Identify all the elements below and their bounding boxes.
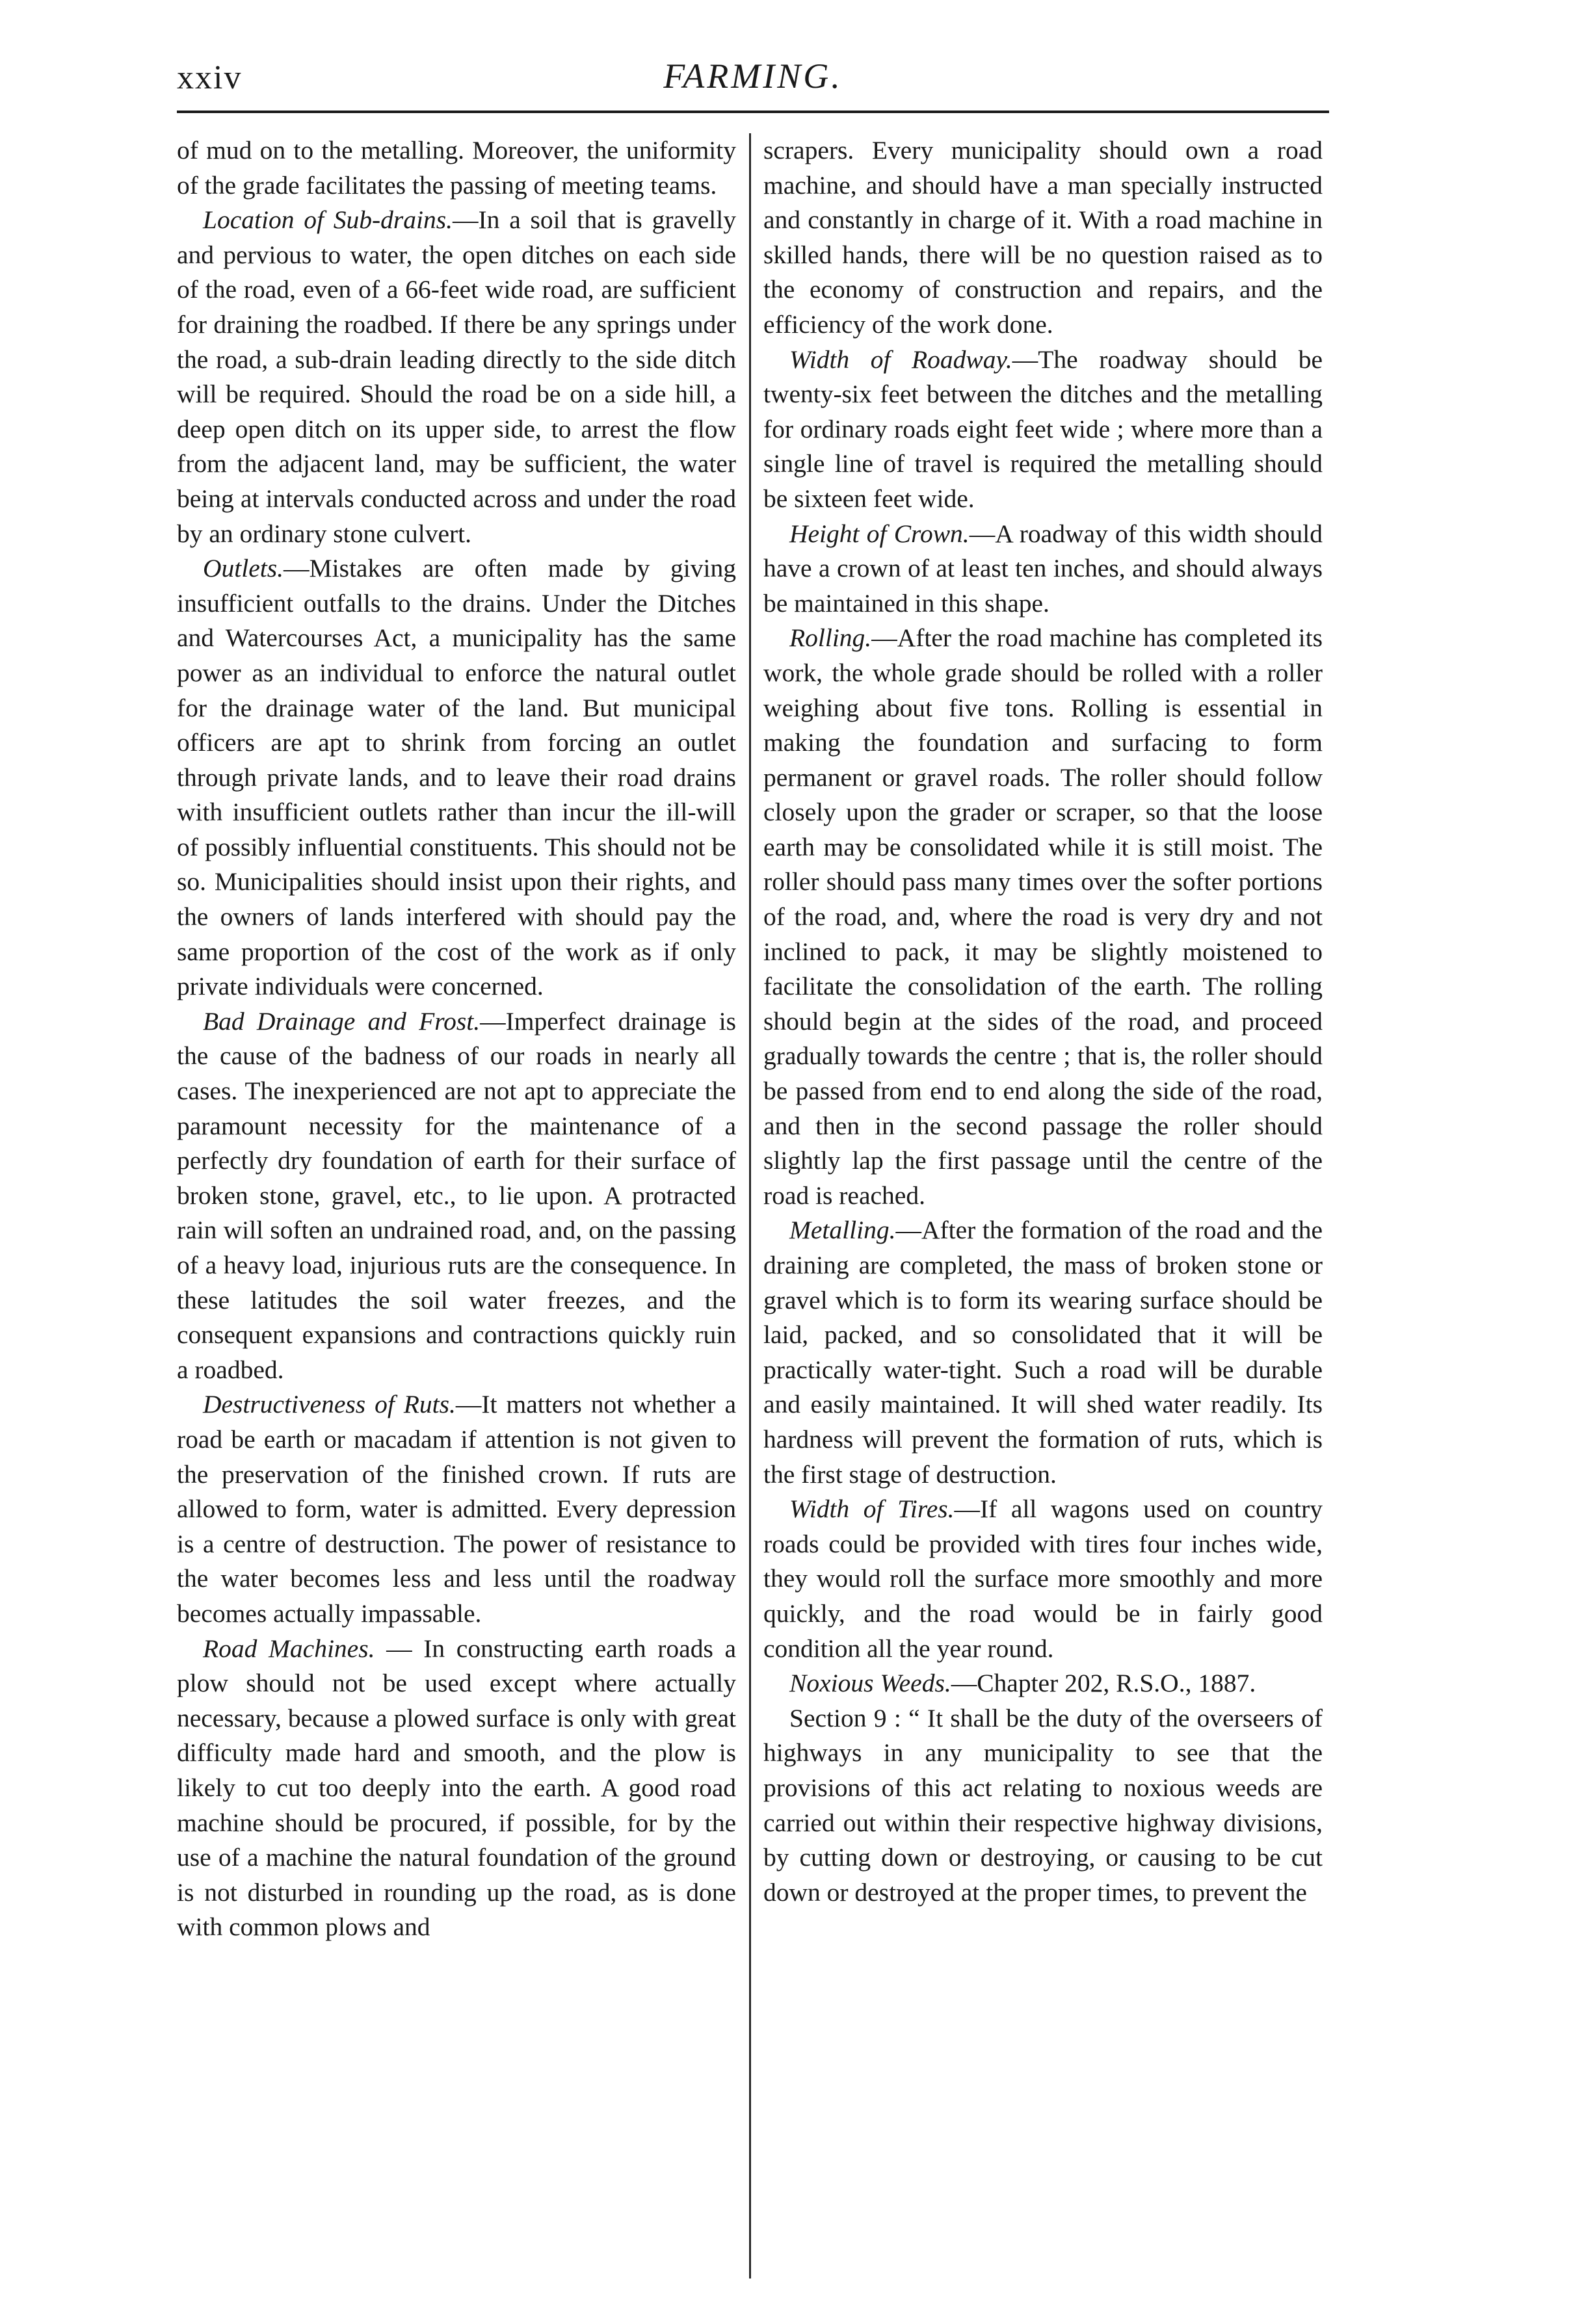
- paragraph-text: —Chapter 202, R.S.O., 1887.: [951, 1669, 1256, 1698]
- left-column: [177, 133, 736, 2278]
- paragraph-text: —After the formation of the road and the draining are completed, the mass of broken stone or gravel which is to form its wearing surface should be laid, packed, and so consolidated that it will be practically water-tight. Such a road will be durable and easily maintained. It will shed water readily. Its hardness will prevent the formation of ruts, which is the first stage of destruction.: [763, 1216, 1323, 1489]
- paragraph: [177, 1387, 736, 1631]
- section-heading: Bad Drainage and Frost.: [203, 1006, 481, 1036]
- section-heading: Metalling.: [789, 1216, 896, 1245]
- paragraph-text: — In constructing earth roads a plow should not be used except where actually necessary, because a plowed surface is only with great difficulty made hard and smooth, and the plow is likely to cut too deeply into the earth. A good road machine should be procured, if possible, for by the use of a machine the natural foundation of the ground is not disturbed in rounding up the road, as is done with common plows and: [177, 1634, 736, 1942]
- paragraph-text: —Imperfect drainage is the cause of the badness of our roads in nearly all cases. The inexperienced are not apt to appreciate the paramount necessity for the maintenance of a perfectly dry foundation of earth for their surface of broken stone, gravel, etc., to lie upon. A protracted rain will soften an undrained road, and, on the passing of a heavy load, injurious ruts are the consequence. In these latitudes the soil water freezes, and the consequent expansions and contractions quickly ruin a roadbed.: [177, 1006, 737, 1384]
- paragraph: [763, 1492, 1323, 1666]
- paragraph-text: —After the road machine has completed its work, the whole grade should be rolled with a roller weighing about five tons. Rolling is essential in making the foundation and surfacing to form permanent or gravel roads. The roller should follow closely upon the grader or scraper, so that the loose earth may be consolidated while it is still moist. The roller should pass many times over the softer portions of the road, and, where the road is very dry and not inclined to pack, it may be slightly moistened to facilitate the consolidation of the earth. The rolling should begin at the sides of the road, and proceed gradually towards the centre ; that is, the roller should be passed from end to end along the side of the road, and then in the second passage the roller should slightly lap the first passage until the centre of the road is reached.: [763, 623, 1323, 1210]
- paragraph: [763, 621, 1323, 1213]
- paragraph-text: —Mistakes are often made by giving insufficient outfalls to the drains. Under the Ditches and Watercourses Act, a municipality has the same power as an individual to enforce the natural outlet for the drainage water of the land. But municipal officers are apt to shrink from forcing an outlet through private lands, and to leave their road drains with insufficient outlets rather than incur the ill-will of possibly influential constituents. This should not be so. Municipalities should insist upon their rights, and the owners of lands interfered with should pay the same proportion of the cost of the work as if only private individuals were concerned.: [177, 554, 736, 1001]
- paragraph: [763, 1701, 1323, 1911]
- column-divider: [749, 133, 751, 2278]
- section-heading: Location of Sub-drains.: [203, 205, 453, 235]
- right-column: [763, 133, 1323, 2278]
- section-heading: Noxious Weeds.: [789, 1669, 951, 1698]
- paragraph: [763, 343, 1323, 517]
- paragraph-text: —It matters not whether a road be earth or macadam if attention is not given to the preservation of the finished crown. If ruts are allowed to form, water is admitted. Every depression is a centre of destruction. The power of resistance to the water becomes less and less until the roadway becomes actually impassable.: [177, 1390, 736, 1628]
- section-heading: Road Machines.: [203, 1634, 375, 1663]
- section-heading: Rolling.: [789, 623, 872, 653]
- paragraph: [177, 1632, 736, 1945]
- paragraph: [763, 1213, 1323, 1492]
- paragraph-text: —A roadway of this width should have a crown of at least ten inches, and should always be maintained in this shape.: [763, 519, 1323, 618]
- page-header: [177, 52, 1329, 117]
- paragraph: [763, 1666, 1323, 1701]
- running-head: FARMING.: [663, 57, 843, 96]
- paragraph: [177, 133, 736, 203]
- paragraph-text: —If all wagons used on country roads could be provided with tires four inches wide, they would roll the surface more smoothly and more quickly, and the road would be in fairly good condition all the year round.: [763, 1495, 1323, 1663]
- section-heading: Width of Roadway.: [789, 345, 1012, 374]
- paragraph-text: —The roadway should be twenty-six feet between the ditches and the metalling for ordinary roads eight feet wide ; where more than a single line of travel is required the metalling should be sixteen feet wide.: [763, 345, 1323, 513]
- header-rule: [177, 111, 1329, 113]
- paragraph: [763, 517, 1323, 621]
- paragraph: [177, 1004, 736, 1388]
- paragraph: [177, 551, 736, 1004]
- section-heading: Outlets.: [203, 554, 284, 583]
- paragraph: [763, 133, 1323, 343]
- section-heading: Height of Crown.: [789, 519, 970, 548]
- section-heading: Destructiveness of Ruts.: [203, 1390, 456, 1419]
- paragraph-text: scrapers. Every municipality should own a road machine, and should have a man specially instructed and constantly in charge of it. With a road machine in skilled hands, there will be no question raised as to the economy of construction and repairs, and the efficiency of the work done.: [763, 136, 1323, 339]
- paragraph-text: of mud on to the metalling. Moreover, the uniformity of the grade facilitates the passing of meeting teams.: [177, 136, 736, 200]
- page-number: xxiv: [177, 59, 243, 96]
- paragraph-text: Section 9 : “ It shall be the duty of the overseers of highways in any municipality to see that the provisions of this act relating to noxious weeds are carried out within their respective highway divisions, by cutting down or destroying, or causing to be cut down or destroyed at the proper times, to prevent the: [763, 1703, 1323, 1907]
- paragraph: [177, 203, 736, 551]
- paragraph-text: —In a soil that is gravelly and pervious to water, the open ditches on each side of the road, even of a 66-feet wide road, are sufficient for draining the roadbed. If there be any springs under the road, a sub-drain leading directly to the side ditch will be required. Should the road be on a side hill, a deep open ditch on its upper side, to arrest the flow from the adjacent land, may be sufficient, the water being at intervals conducted across and under the road by an ordinary stone culvert.: [177, 205, 736, 548]
- section-heading: Width of Tires.: [789, 1495, 955, 1524]
